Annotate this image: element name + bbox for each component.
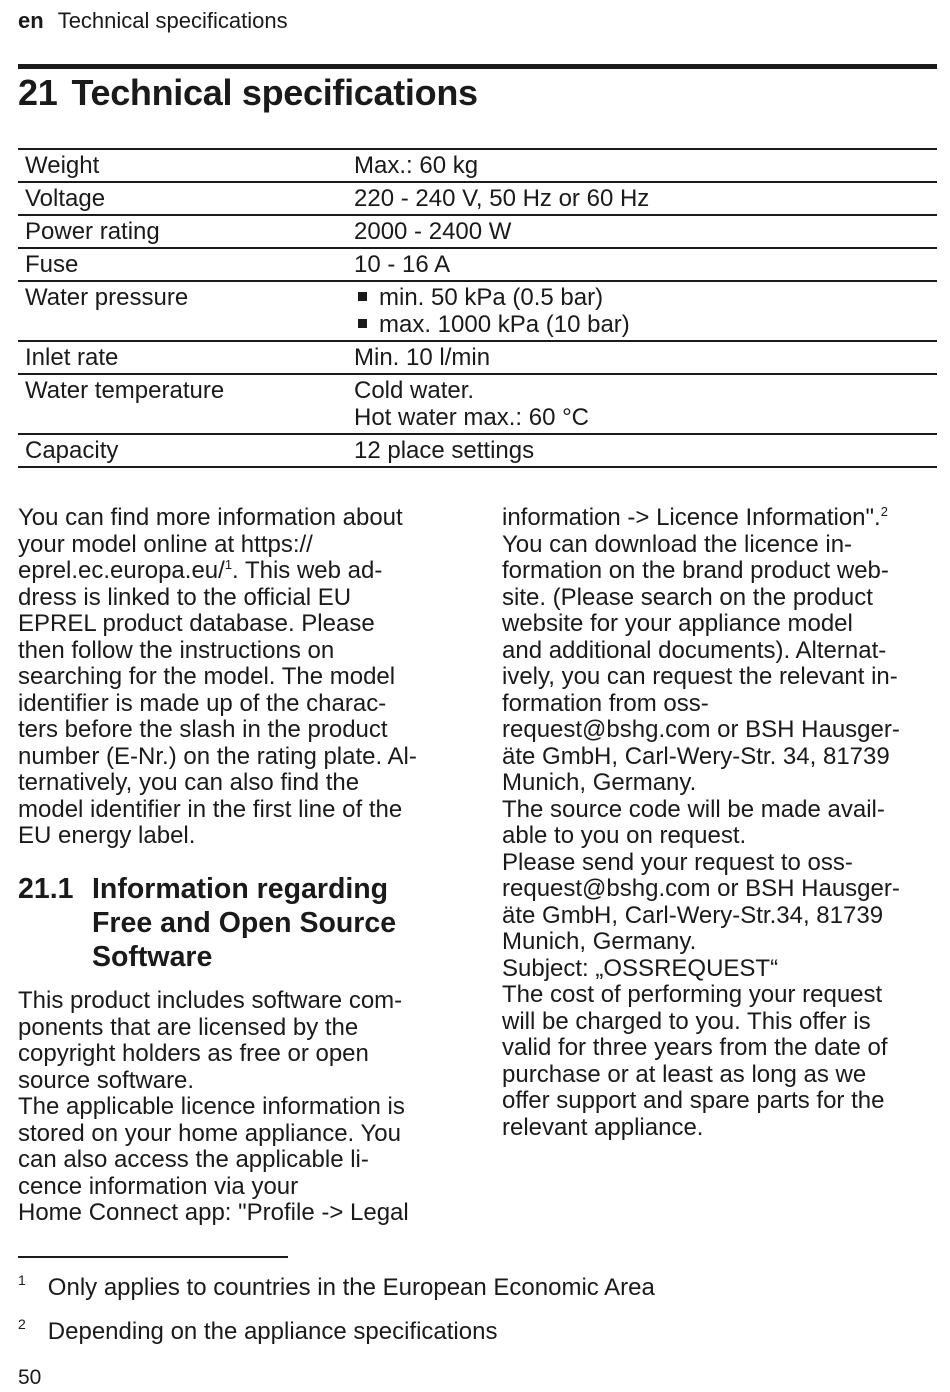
oss-paragraph-left [18, 988, 458, 1227]
section-title [18, 872, 396, 974]
text-line: model identifier in the first line of the [18, 795, 403, 823]
text-line: request@bshg.com or BSH Hausger- [502, 875, 900, 902]
language-code: en [18, 8, 44, 33]
spec-label: Water temperature [25, 377, 225, 404]
spec-value-line: Hot water max.: 60 °C [354, 404, 590, 431]
chapter-title [18, 72, 478, 114]
intro-paragraph [18, 505, 458, 850]
text-line: copyright holders as free or open [18, 1040, 369, 1067]
spec-bullet-text: max. 1000 kPa (10 bar) [379, 311, 630, 338]
header-rule [18, 64, 937, 69]
text-line: You can download the licence in- [502, 530, 853, 558]
text-line: able to you on request. [502, 822, 747, 849]
spec-label: Fuse [25, 251, 79, 278]
section-title-line: Information regarding [92, 873, 389, 905]
spec-bullet-text: min. 50 kPa (0.5 bar) [379, 284, 604, 311]
spec-value-line: 12 place settings [354, 437, 535, 464]
spec-label: Water pressure [25, 284, 189, 311]
text-line: then follow the instructions on [18, 636, 335, 664]
text-line: The cost of performing your request [502, 981, 883, 1008]
table-row [18, 182, 937, 215]
spec-value-line: Max.: 60 kg [354, 152, 479, 179]
text-line: can also access the applicable li- [18, 1146, 369, 1173]
chapter-title-text: Technical specifications [71, 72, 478, 113]
text-fragment: information -> Licence Information". [502, 504, 881, 531]
spec-bullet-item [354, 311, 931, 338]
spec-value [347, 149, 937, 182]
text-line: Munich, Germany. [502, 769, 697, 796]
page-number: 50 [18, 1366, 42, 1389]
table-row [18, 434, 937, 467]
table-row [18, 281, 937, 341]
section-title-line: Free and Open Source [92, 907, 397, 939]
text-line: ters before the slash in the product [18, 716, 388, 743]
text-line: EPREL product database. Please [18, 610, 375, 637]
text-line: This product includes software com- [18, 987, 403, 1014]
text-line: identifier is made up of the charac- [18, 689, 387, 717]
text-line: valid for three years from the date of [502, 1034, 888, 1061]
text-line: website for your appliance model [502, 610, 853, 637]
chapter-number: 21 [18, 72, 58, 113]
spec-value-line: 2000 - 2400 W [354, 218, 512, 245]
text-line: formation on the brand product web- [502, 557, 889, 584]
text-line: Subject: „OSSREQUEST“ [502, 954, 779, 982]
spec-value [347, 182, 937, 215]
text-line [18, 558, 458, 585]
specifications-table [18, 148, 937, 468]
text-line: Please send your request to oss- [502, 848, 853, 876]
text-line: Munich, Germany. [502, 928, 697, 955]
spec-label: Power rating [25, 218, 160, 245]
square-bullet-icon [358, 319, 367, 328]
spec-value-line: Min. 10 l/min [354, 344, 491, 371]
table-row [18, 374, 937, 434]
table-row [18, 341, 937, 374]
footnote-ref: 1 [224, 557, 233, 572]
text-line: dress is linked to the official EU [18, 583, 352, 611]
text-line: formation from oss- [502, 689, 709, 717]
spec-label: Voltage [25, 185, 106, 212]
spec-label: Capacity [25, 437, 119, 464]
text-line: You can find more information about [18, 504, 403, 531]
text-line: ponents that are licensed by the [18, 1013, 359, 1041]
text-line: your model online at https:// [18, 530, 313, 558]
footnote-divider [18, 1256, 288, 1258]
footnote-ref: 2 [880, 504, 888, 519]
text-line: number (E-Nr.) on the rating plate. Al- [18, 742, 417, 770]
spec-value [347, 248, 937, 281]
text-line: request@bshg.com or BSH Hausger- [502, 716, 900, 743]
section-title-line: Software [92, 941, 213, 973]
spec-label: Inlet rate [25, 344, 119, 371]
text-line: relevant appliance. [502, 1113, 704, 1141]
spec-label: Weight [25, 152, 100, 179]
text-line: purchase or at least as long as we [502, 1060, 867, 1088]
text-line: The source code will be made avail- [502, 795, 885, 823]
text-line: EU energy label. [18, 822, 196, 849]
text-line: äte GmbH, Carl-Wery-Str.34, 81739 [502, 901, 884, 929]
footnote [18, 1274, 655, 1302]
spec-value-line: 220 - 240 V, 50 Hz or 60 Hz [354, 185, 650, 212]
text-line: site. (Please search on the product [502, 583, 873, 611]
running-header [18, 8, 288, 34]
spec-value-line: Cold water. [354, 377, 475, 404]
table-row [18, 149, 937, 182]
text-line: ively, you can request the relevant in- [502, 663, 898, 690]
oss-paragraph-right [502, 505, 942, 1141]
text-line [502, 505, 942, 532]
footnote-text: Only applies to countries in the European Economic Area [47, 1274, 655, 1301]
text-line: Home Connect app: "Profile -> Legal [18, 1199, 409, 1226]
text-line: cence information via your [18, 1172, 299, 1200]
text-line: offer support and spare parts for the [502, 1087, 885, 1114]
text-line: will be charged to you. This offer is [502, 1007, 871, 1035]
footnote-text: Depending on the appliance specifications [47, 1318, 498, 1345]
text-line: source software. [18, 1066, 195, 1094]
text-line: ternatively, you can also find the [18, 769, 360, 796]
spec-value [347, 281, 937, 341]
text-line: searching for the model. The model [18, 663, 396, 690]
footnote [18, 1318, 497, 1346]
spec-value [347, 374, 937, 434]
table-row [18, 248, 937, 281]
text-line: The applicable licence information is [18, 1093, 405, 1120]
square-bullet-icon [358, 292, 367, 301]
footnote-mark: 2 [18, 1316, 26, 1332]
footnote-mark: 1 [18, 1272, 26, 1288]
eprel-link-text: eprel.ec.europa.eu/ [18, 557, 225, 584]
text-fragment: . This web ad- [232, 557, 383, 584]
spec-value-line: 10 - 16 A [354, 251, 451, 278]
text-line: and additional documents). Alternat- [502, 636, 887, 664]
section-number: 21.1 [18, 873, 74, 905]
spec-value [347, 434, 937, 467]
running-header-title: Technical specifications [57, 8, 288, 33]
table-row [18, 215, 937, 248]
spec-value [347, 215, 937, 248]
spec-value [347, 341, 937, 374]
text-line: äte GmbH, Carl-Wery-Str. 34, 81739 [502, 742, 890, 770]
text-line: stored on your home appliance. You [18, 1119, 401, 1147]
section-title-text [92, 872, 396, 974]
spec-bullet-item [354, 284, 931, 311]
